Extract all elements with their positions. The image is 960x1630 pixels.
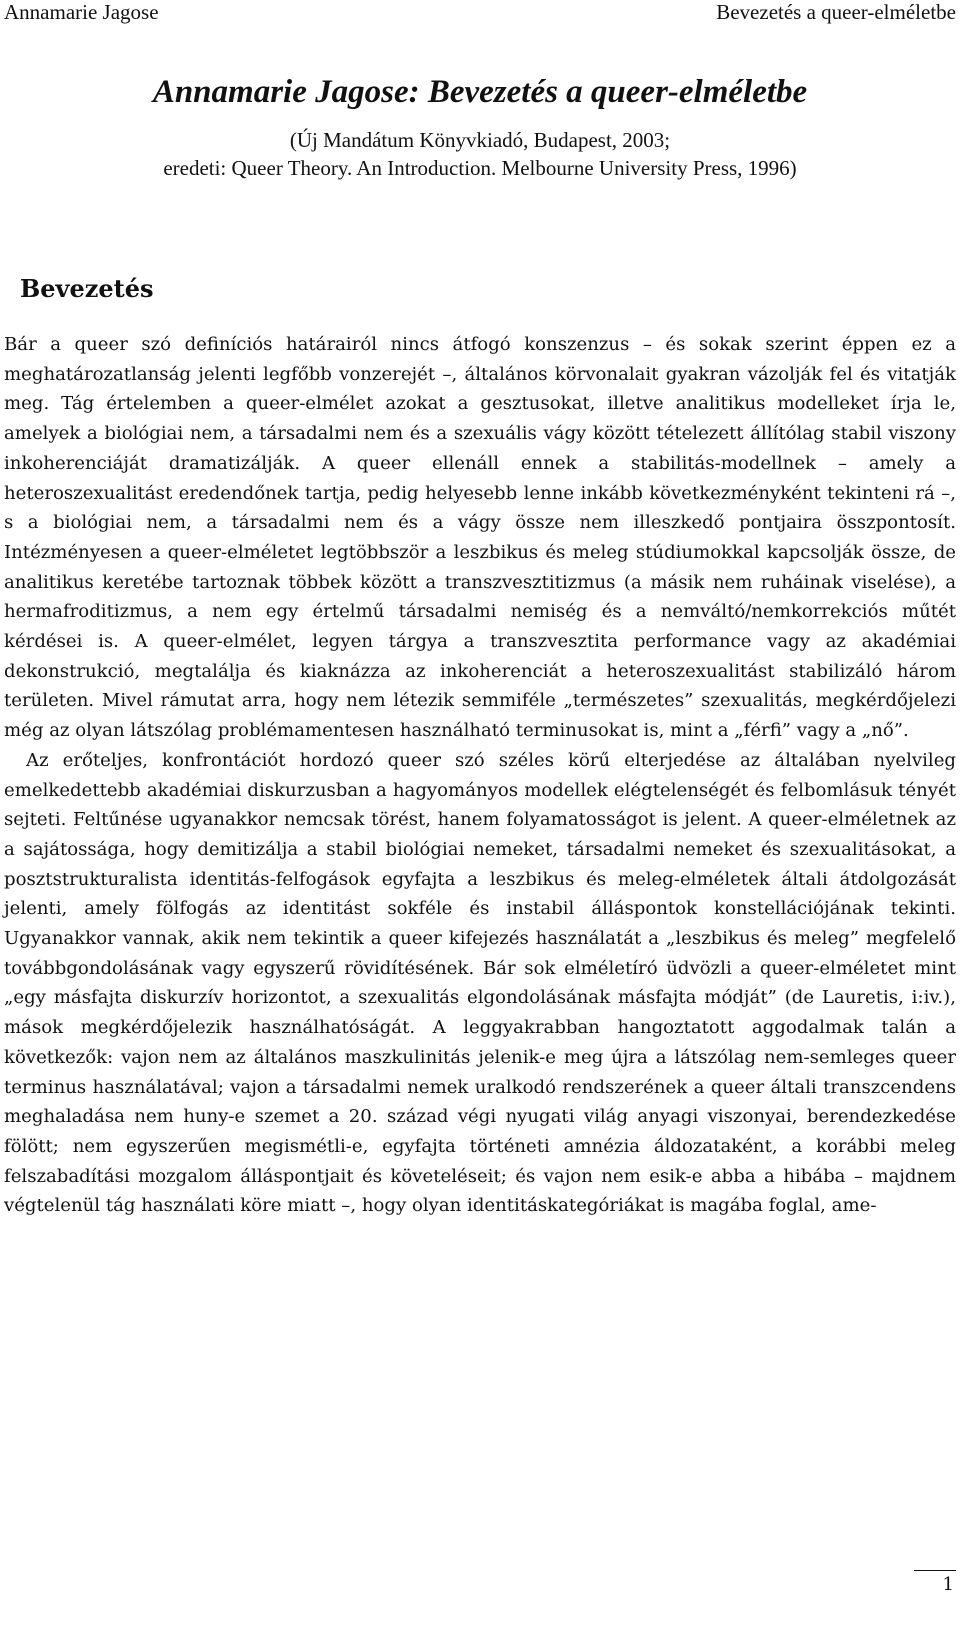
running-header xyxy=(0,0,960,26)
running-header-title: Bevezetés a queer-elméletbe xyxy=(716,0,956,24)
book-title: Annamarie Jagose: Bevezetés a queer-elméletbe xyxy=(152,74,808,110)
running-header-author: Annamarie Jagose xyxy=(4,0,159,24)
paragraph-1: Bár a queer szó definíciós határairól nincs átfogó konszenzus – és sokak szerint éppen ez a meghatározatlanság jelenti legfőbb vonzerejét –, általános körvonalait gyakran vázolják fel és vitatják meg. Tág értelemben a queer-elmélet azokat a gesztusokat, illetve analitikus modelleket írja le, amelyek a biológiai nem, a társadalmi nem és a szexuális vágy között tételezett állítólag stabil viszony inkoherenciáját dramatizálják. A queer ellenáll ennek a stabilitás-modellnek – amely a heteroszexualitást eredendőnek tartja, pedig helyesebb lenne inkább következményként tekinteni rá –, s a biológiai nem, a társadalmi nem és a vágy össze nem illeszkedő pontjaira összpontosít. Intézményesen a queer-elméletet legtöbbször a leszbikus és meleg stúdiumokkal kapcsolják össze, de analitikus keretébe tartoznak többek között a transzvesztitizmus (a másik nem ruháinak viselése), a hermafroditizmus, a nem egy értelmű társadalmi nemiség és a nemváltó/nemkorrekciós műtét kérdései is. A queer-elmélet, legyen tárgya a transzvesztita performance vagy az akadémiai dekonstrukció, megtalálja és kiaknázza az inkoherenciát a heteroszexualitást stabilizáló három területen. Mivel rámutat arra, hogy nem létezik semmiféle „természetes” szexualitás, megkérdőjelezi még az olyan látszólag problémamentesen használható terminusokat is, mint a „férfi” vagy a „nő”. xyxy=(4,334,956,742)
publication-line-original: eredeti: Queer Theory. An Introduction. Melbourne University Press, 1996) xyxy=(163,156,797,180)
section-body xyxy=(4,330,956,1221)
publication-info xyxy=(0,126,960,182)
footer-rule xyxy=(914,1570,956,1571)
section-heading: Bevezetés xyxy=(20,274,154,303)
publication-line-publisher: (Új Mandátum Könyvkiadó, Budapest, 2003; xyxy=(289,128,671,152)
paragraph-2: Az erőteljes, konfrontációt hordozó queer szó széles körű elterjedése az általában nyelvileg emelkedettebb akadémiai diskurzusban a hagyományos modellek elégtelenségét és felbomlásuk tényét sejteti. Feltűnése ugyanakkor nemcsak törést, hanem folyamatosságot is jelent. A queer-elméletnek az a sajátossága, hogy demitizálja a stabil biológiai nemeket, társadalmi nemeket és szexualitásokat, a posztstrukturalista identitás-felfogások egyfajta a leszbikus és meleg-elméletek általi átdolgozását jelenti, amely fölfogás az identitást sokféle és instabil álláspontok konstellációjának tekinti. Ugyanakkor vannak, akik nem tekintik a queer kifejezés használatát a „leszbikus és meleg” megfelelő továbbgondolásának vagy egyszerű rövidítésének. Bár sok elméletíró üdvözli a queer-elméletet mint „egy másfajta diskurzív horizontot, a szexualitás elgondolásának másfajta módját” (de Lauretis, i:iv.), mások megkérdőjelezik használhatóságát. A leggyakrabban hangoztatott aggodalmak talán a következők: vajon nem az általános maszkulinitás jelenik-e meg újra a látszólag nem-semleges queer terminus használatával; vajon a társadalmi nemek uralkodó rendszerének a queer általi transzcendens meghaladása nem huny-e szemet a 20. század végi nyugati világ anyagi viszonyai, berendezkedése fölött; nem egyszerűen megismétli-e, egyfajta történeti amnézia áldozataként, a korábbi meleg felszabadítási mozgalom álláspontjait és követeléseit; és vajon nem esik-e abba a hibába – majdnem végtelenül tág használati köre miatt –, hogy olyan identitáskategóriákat is magába foglal, ame- xyxy=(4,749,956,1217)
page-number: 1 xyxy=(942,1574,954,1595)
